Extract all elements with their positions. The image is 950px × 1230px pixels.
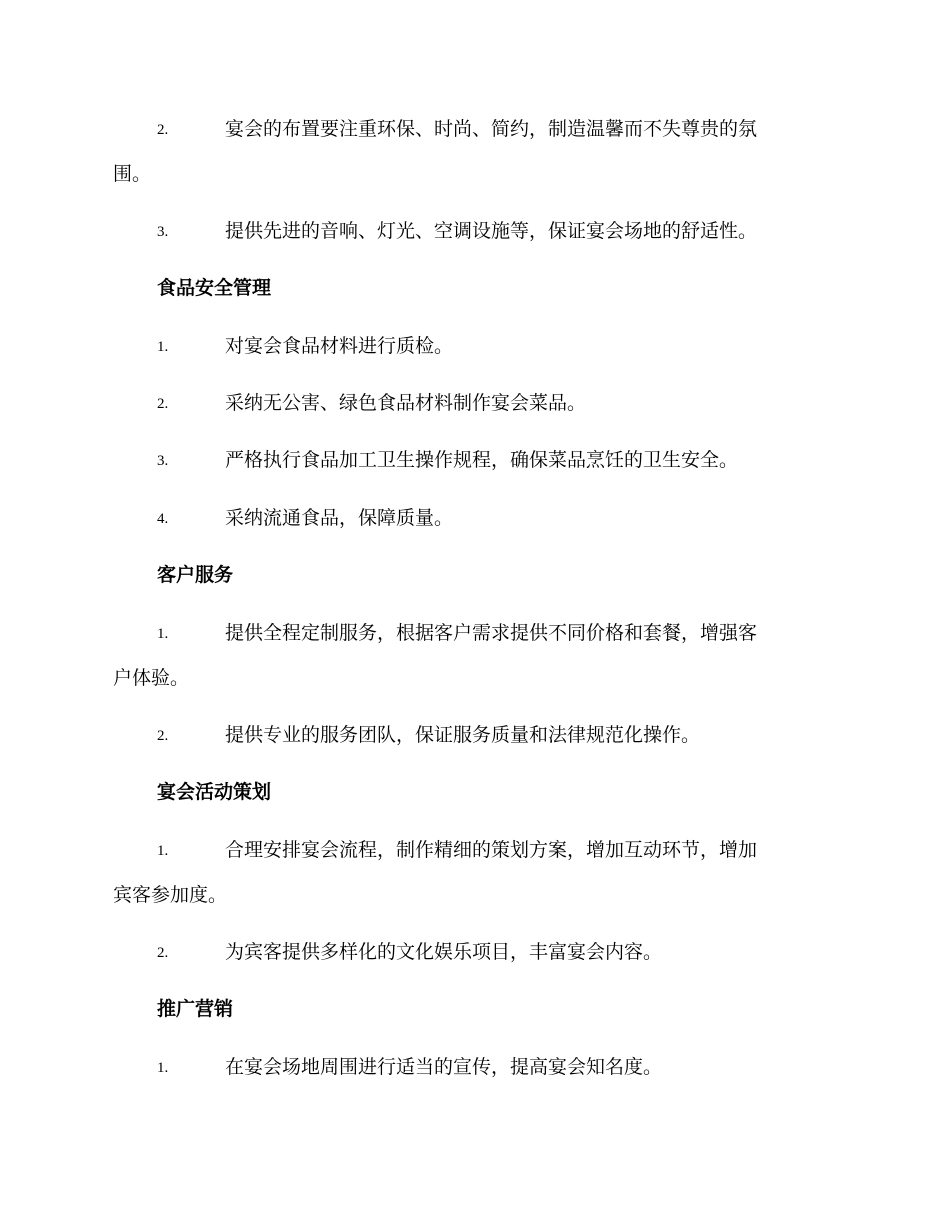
section-heading: 推广营销 (157, 998, 234, 1020)
list-text: 采纳流通食品，保障质量。 (225, 507, 454, 529)
list-text-continuation: 围。 (113, 163, 152, 185)
list-text: 提供专业的服务团队，保证服务质量和法律规范化操作。 (225, 724, 701, 746)
list-text: 宴会的布置要注重环保、时尚、简约，制造温馨而不失尊贵的氛 (225, 118, 758, 140)
list-number: 1. (157, 1060, 169, 1076)
section-heading: 食品安全管理 (157, 277, 272, 299)
list-text: 在宴会场地周围进行适当的宣传，提高宴会知名度。 (225, 1056, 663, 1078)
list-text: 合理安排宴会流程，制作精细的策划方案，增加互动环节，增加 (225, 839, 758, 861)
section-heading: 宴会活动策划 (157, 781, 272, 803)
list-number: 3. (157, 224, 169, 240)
list-number: 4. (157, 511, 169, 527)
list-text: 严格执行食品加工卫生操作规程，确保菜品烹饪的卫生安全。 (225, 449, 739, 471)
list-number: 3. (157, 453, 169, 469)
list-number: 2. (157, 122, 169, 138)
list-number: 2. (157, 728, 169, 744)
list-text: 为宾客提供多样化的文化娱乐项目，丰富宴会内容。 (225, 941, 663, 963)
list-text-continuation: 宾客参加度。 (113, 884, 228, 906)
list-text: 对宴会食品材料进行质检。 (225, 335, 454, 357)
list-text: 提供全程定制服务，根据客户需求提供不同价格和套餐，增强客 (225, 622, 758, 644)
list-number: 2. (157, 396, 169, 412)
list-text-continuation: 户体验。 (113, 667, 190, 689)
list-number: 1. (157, 626, 169, 642)
list-number: 2. (157, 945, 169, 961)
list-text: 提供先进的音响、灯光、空调设施等，保证宴会场地的舒适性。 (225, 220, 758, 242)
list-text: 采纳无公害、绿色食品材料制作宴会菜品。 (225, 392, 587, 414)
section-heading: 客户服务 (157, 564, 234, 586)
list-number: 1. (157, 843, 169, 859)
list-number: 1. (157, 339, 169, 355)
